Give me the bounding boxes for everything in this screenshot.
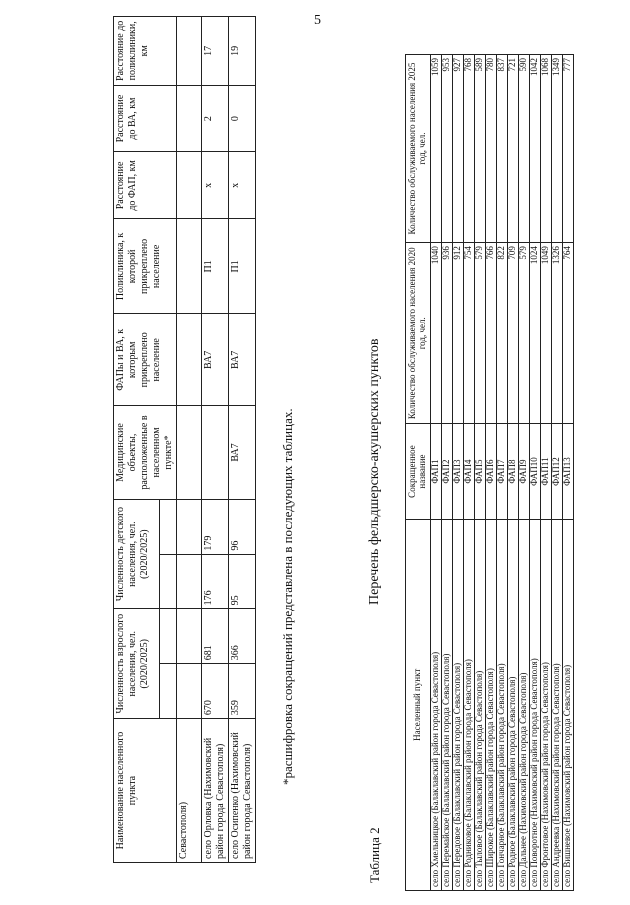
- population-2025-cell: 927: [452, 55, 463, 243]
- population-2020-cell: 754: [463, 243, 474, 424]
- settlement-cell: село Хмельницкое (Балаклавский район города Севастополя): [430, 519, 441, 890]
- settlement-cell: село Гончарное (Балаклавский район города Севастополя): [496, 519, 507, 890]
- table-row: [496, 55, 507, 891]
- child-2020: 95: [229, 554, 256, 609]
- footnote: *расшифровка сокращений представлена в последующих таблицах.: [280, 408, 295, 785]
- header-population-2025: Количество обслуживаемого населения 2025 год, чел.: [406, 55, 431, 243]
- table-row: [562, 55, 573, 891]
- header-population-2020: Количество обслуживаемого населения 2020 год, чел.: [406, 243, 431, 424]
- header-polyclinic: Поликлиника, к которой прикреплено население: [114, 219, 177, 314]
- medical-objects: [202, 406, 229, 500]
- population-2025-cell: 777: [562, 55, 573, 243]
- population-2025-cell: 590: [518, 55, 529, 243]
- header-distance-fap: Расстояние до ФАП, км: [114, 152, 177, 219]
- subheader-cell: [160, 664, 177, 719]
- subheader-cell: [160, 609, 177, 664]
- header-abbreviation: Сокращенное название: [406, 424, 431, 519]
- settlement-cell: село Вишневое (Нахимовский район города Севастополя): [562, 519, 573, 890]
- abbreviation-cell: ФАП10: [529, 424, 540, 519]
- header-adult-population: Численность взрослого населения, чел. (2020/2025): [114, 609, 160, 719]
- header-distance-polyclinic: Расстояние до поликлиники, км: [114, 17, 177, 86]
- fap-va: ВА7: [229, 314, 256, 406]
- abbreviation-cell: ФАП1: [430, 424, 441, 519]
- population-2025-cell: 768: [463, 55, 474, 243]
- table-row: [529, 55, 540, 891]
- fap-list-table: [405, 54, 574, 891]
- header-fap-va: ФАПы и ВА, к которым прикреплено население: [114, 314, 177, 406]
- fap-va: ВА7: [202, 314, 229, 406]
- population-2020-cell: 709: [507, 243, 518, 424]
- child-2025: 96: [229, 499, 256, 554]
- abbreviation-cell: ФАП7: [496, 424, 507, 519]
- population-2020-cell: 764: [562, 243, 573, 424]
- child-2020: 176: [202, 554, 229, 609]
- abbreviation-cell: ФАП2: [441, 424, 452, 519]
- adult-2025: 681: [202, 609, 229, 664]
- settlement-name: село Осипенко (Нахимовский район города Севастополя): [229, 719, 256, 863]
- population-2025-cell: 589: [474, 55, 485, 243]
- page-number: 5: [314, 13, 321, 28]
- abbreviation-cell: ФАП13: [562, 424, 573, 519]
- population-2020-cell: 766: [485, 243, 496, 424]
- abbreviation-cell: ФАП12: [551, 424, 562, 519]
- distance-polyclinic: 19: [229, 17, 256, 86]
- population-2020-cell: 579: [474, 243, 485, 424]
- header-settlement: Населенный пункт: [406, 519, 431, 890]
- abbreviation-cell: ФАП5: [474, 424, 485, 519]
- table2-title: Перечень фельдшерско-акушерских пунктов: [367, 338, 382, 605]
- distance-fap: х: [202, 152, 229, 219]
- table-row: [551, 55, 562, 891]
- header-distance-va: Расстояние до ВА, км: [114, 85, 177, 152]
- table-row: [518, 55, 529, 891]
- population-2025-cell: 953: [441, 55, 452, 243]
- adult-2020: 359: [229, 664, 256, 719]
- header-medical-objects: Медицинские объекты, расположенные в населенном пункте*: [114, 406, 177, 500]
- table-header-row: [406, 55, 431, 891]
- settlement-cell: село Андреевка (Нахимовский район города Севастополя): [551, 519, 562, 890]
- population-2020-cell: 1326: [551, 243, 562, 424]
- population-2020-cell: 1049: [540, 243, 551, 424]
- settlement-name: село Орловка (Нахимовский район города Севастополя): [202, 719, 229, 863]
- table-row: [202, 17, 229, 863]
- abbreviation-cell: ФАП8: [507, 424, 518, 519]
- population-2025-cell: 1042: [529, 55, 540, 243]
- table-header-row: [114, 17, 160, 863]
- polyclinic: П1: [202, 219, 229, 314]
- table2-label: Таблица 2: [367, 827, 382, 883]
- section-label: Севастополя): [177, 719, 202, 863]
- distance-va: 0: [229, 85, 256, 152]
- child-2025: 179: [202, 499, 229, 554]
- adult-2020: 670: [202, 664, 229, 719]
- polyclinic: П1: [229, 219, 256, 314]
- table-row: [463, 55, 474, 891]
- abbreviation-cell: ФАП4: [463, 424, 474, 519]
- header-settlement-name: Наименование населенного пункта: [114, 719, 177, 863]
- distance-va: 2: [202, 85, 229, 152]
- settlement-cell: село Дальнее (Нахимовский район города Севастополя): [518, 519, 529, 890]
- table-row: [441, 55, 452, 891]
- settlement-cell: село Родниковое (Балаклавский район города Севастополя): [463, 519, 474, 890]
- settlement-cell: село Перемайское (Балаклавский район города Севастополя): [441, 519, 452, 890]
- table-row: [229, 17, 256, 863]
- population-2020-cell: 579: [518, 243, 529, 424]
- table-row: [507, 55, 518, 891]
- settlement-cell: село Передовое (Балаклавский район города Севастополя): [452, 519, 463, 890]
- population-2025-cell: 837: [496, 55, 507, 243]
- population-2025-cell: 721: [507, 55, 518, 243]
- settlement-cell: село Широкое (Балаклавский район города Севастополя): [485, 519, 496, 890]
- population-2020-cell: 936: [441, 243, 452, 424]
- population-2020-cell: 912: [452, 243, 463, 424]
- settlement-cell: село Тыловое (Балаклавский район города Севастополя): [474, 519, 485, 890]
- distance-polyclinic: 17: [202, 17, 229, 86]
- table-row: [177, 17, 202, 863]
- population-2020-cell: 1040: [430, 243, 441, 424]
- table-row: [485, 55, 496, 891]
- table-row: [540, 55, 551, 891]
- population-2025-cell: 1068: [540, 55, 551, 243]
- abbreviation-cell: ФАП6: [485, 424, 496, 519]
- table-row: [474, 55, 485, 891]
- population-2025-cell: 1349: [551, 55, 562, 243]
- table-row: [430, 55, 441, 891]
- abbreviation-cell: ФАП11: [540, 424, 551, 519]
- subheader-cell: [160, 554, 177, 609]
- settlements-table: [113, 16, 256, 863]
- settlement-cell: село Фронтовое (Нахимовский район города Севастополя): [540, 519, 551, 890]
- population-2020-cell: 822: [496, 243, 507, 424]
- population-2020-cell: 1024: [529, 243, 540, 424]
- abbreviation-cell: ФАП3: [452, 424, 463, 519]
- abbreviation-cell: ФАП9: [518, 424, 529, 519]
- population-2025-cell: 1059: [430, 55, 441, 243]
- distance-fap: х: [229, 152, 256, 219]
- adult-2025: 366: [229, 609, 256, 664]
- subheader-cell: [160, 499, 177, 554]
- medical-objects: ВА7: [229, 406, 256, 500]
- settlement-cell: село Поворотное (Нахимовский район города Севастополя): [529, 519, 540, 890]
- settlement-cell: село Родное (Балаклавский район города Севастополя): [507, 519, 518, 890]
- table-row: [452, 55, 463, 891]
- population-2025-cell: 780: [485, 55, 496, 243]
- header-child-population: Численность детского населения, чел. (2020/2025): [114, 499, 160, 609]
